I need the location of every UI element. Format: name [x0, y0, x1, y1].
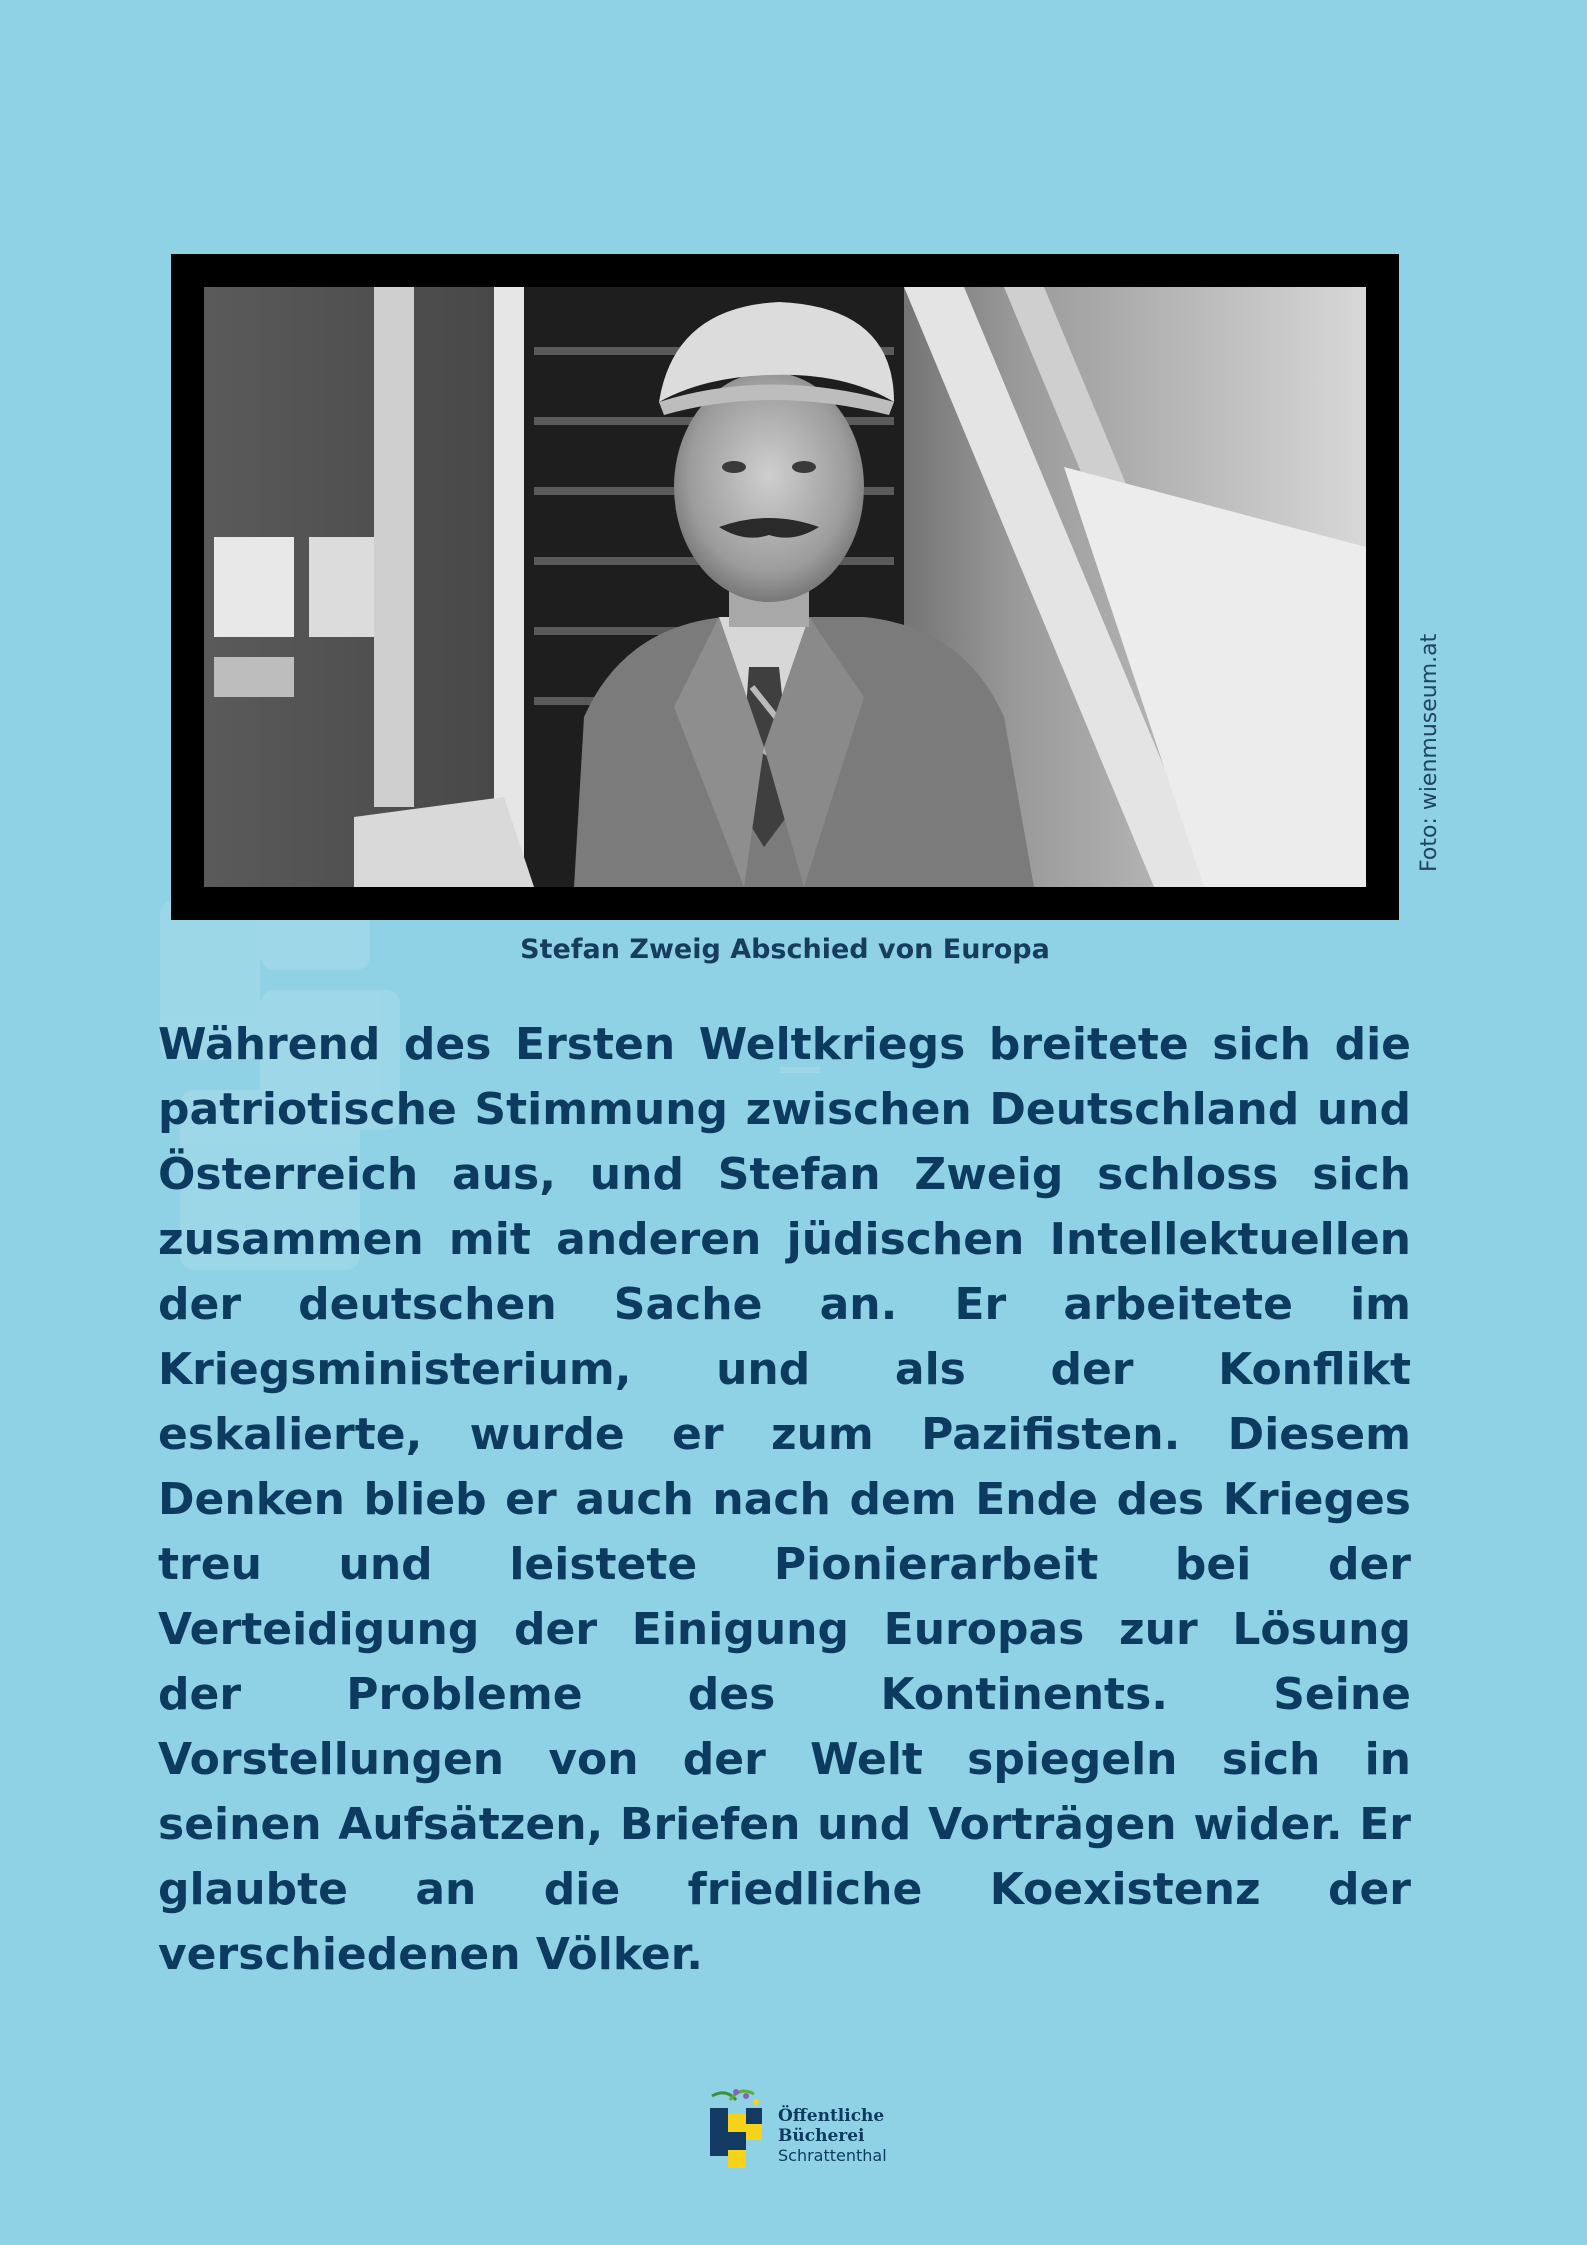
- photo-credit: Foto: wienmuseum.at: [1417, 633, 1442, 872]
- photo-frame: [171, 254, 1399, 920]
- logo-line-3: Schrattenthal: [778, 2146, 887, 2165]
- portrait-photo: [204, 287, 1366, 887]
- logo-line-1: Öffentliche: [778, 2106, 885, 2126]
- body-paragraph: Während des Ersten Weltkriegs breitete sich die patriotische Stimmung zwischen Deutschland und Österreich aus, und Stefan Zweig schloss sich zusammen mit anderen jüdischen Intellektuellen der deutschen Sache an. Er arbeitete im Kriegsministerium, und als der Konflikt eskalierte, wurde er zum Pazifisten. Diesem Denken blieb er auch nach dem Ende des Krieges treu und leistete Pionierarbeit bei der Verteidigung der Einigung Europas zur Lösung der Probleme des Kontinents. Seine Vorstellungen von der Welt spiegeln sich in seinen Aufsätzen, Briefen und Vorträgen wider. Er glaubte an die friedliche Koexistenz der verschiedenen Völker.: [158, 1019, 1411, 1980]
- library-logo-icon: [706, 2086, 770, 2172]
- library-logo-text: [778, 2106, 887, 2166]
- logo-line-2: Bücherei: [778, 2126, 865, 2146]
- library-logo: [706, 2086, 906, 2172]
- photo-caption: Stefan Zweig Abschied von Europa: [520, 934, 1050, 965]
